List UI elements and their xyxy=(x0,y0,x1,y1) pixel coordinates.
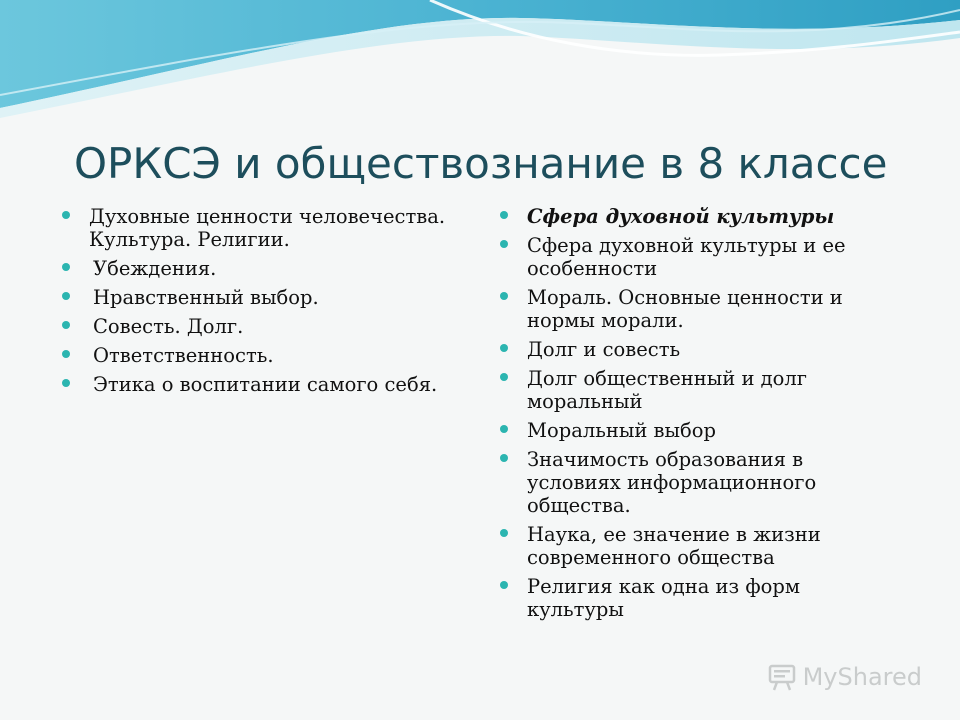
list-item: Религия как одна из форм культуры xyxy=(500,575,880,621)
myshared-watermark[interactable] xyxy=(767,662,922,692)
bullet-icon xyxy=(62,379,70,387)
list-item: Значимость образования в условиях информационного общества. xyxy=(500,448,880,517)
bullet-icon xyxy=(62,321,70,329)
slide-title: ОРКСЭ и обществознание в 8 классе xyxy=(74,139,888,188)
list-item: Убеждения. xyxy=(62,257,462,280)
list-item: Наука, ее значение в жизни современного общества xyxy=(500,523,880,569)
bullet-icon xyxy=(500,211,508,219)
bullet-icon xyxy=(62,292,70,300)
bullet-icon xyxy=(500,373,508,381)
watermark-text: MyShared xyxy=(802,663,922,691)
bullet-icon xyxy=(500,454,508,462)
list-item: Мораль. Основные ценности и нормы морали. xyxy=(500,286,880,332)
presentation-board-icon xyxy=(767,662,797,692)
list-item: Сфера духовной культуры и ее особенности xyxy=(500,234,880,280)
bullet-icon xyxy=(500,240,508,248)
bullet-icon xyxy=(62,263,70,271)
bullet-icon xyxy=(500,529,508,537)
bullet-icon xyxy=(500,425,508,433)
left-topic-list xyxy=(62,205,462,402)
right-topic-list xyxy=(500,205,880,627)
list-item: Ответственность. xyxy=(62,344,462,367)
list-item: Нравственный выбор. xyxy=(62,286,462,309)
list-item: Совесть. Долг. xyxy=(62,315,462,338)
bullet-icon xyxy=(62,350,70,358)
list-item: Этика о воспитании самого себя. xyxy=(62,373,462,396)
bullet-icon xyxy=(500,292,508,300)
bullet-icon xyxy=(500,344,508,352)
bullet-icon xyxy=(62,211,70,219)
bullet-icon xyxy=(500,581,508,589)
list-item: Долг общественный и долг моральный xyxy=(500,367,880,413)
list-item-heading: Сфера духовной культуры xyxy=(500,205,880,228)
list-item: Моральный выбор xyxy=(500,419,880,442)
header-wave-decoration xyxy=(0,0,960,140)
list-item: Долг и совесть xyxy=(500,338,880,361)
list-item: Духовные ценности человечества. Культура. Религии. xyxy=(62,205,462,251)
